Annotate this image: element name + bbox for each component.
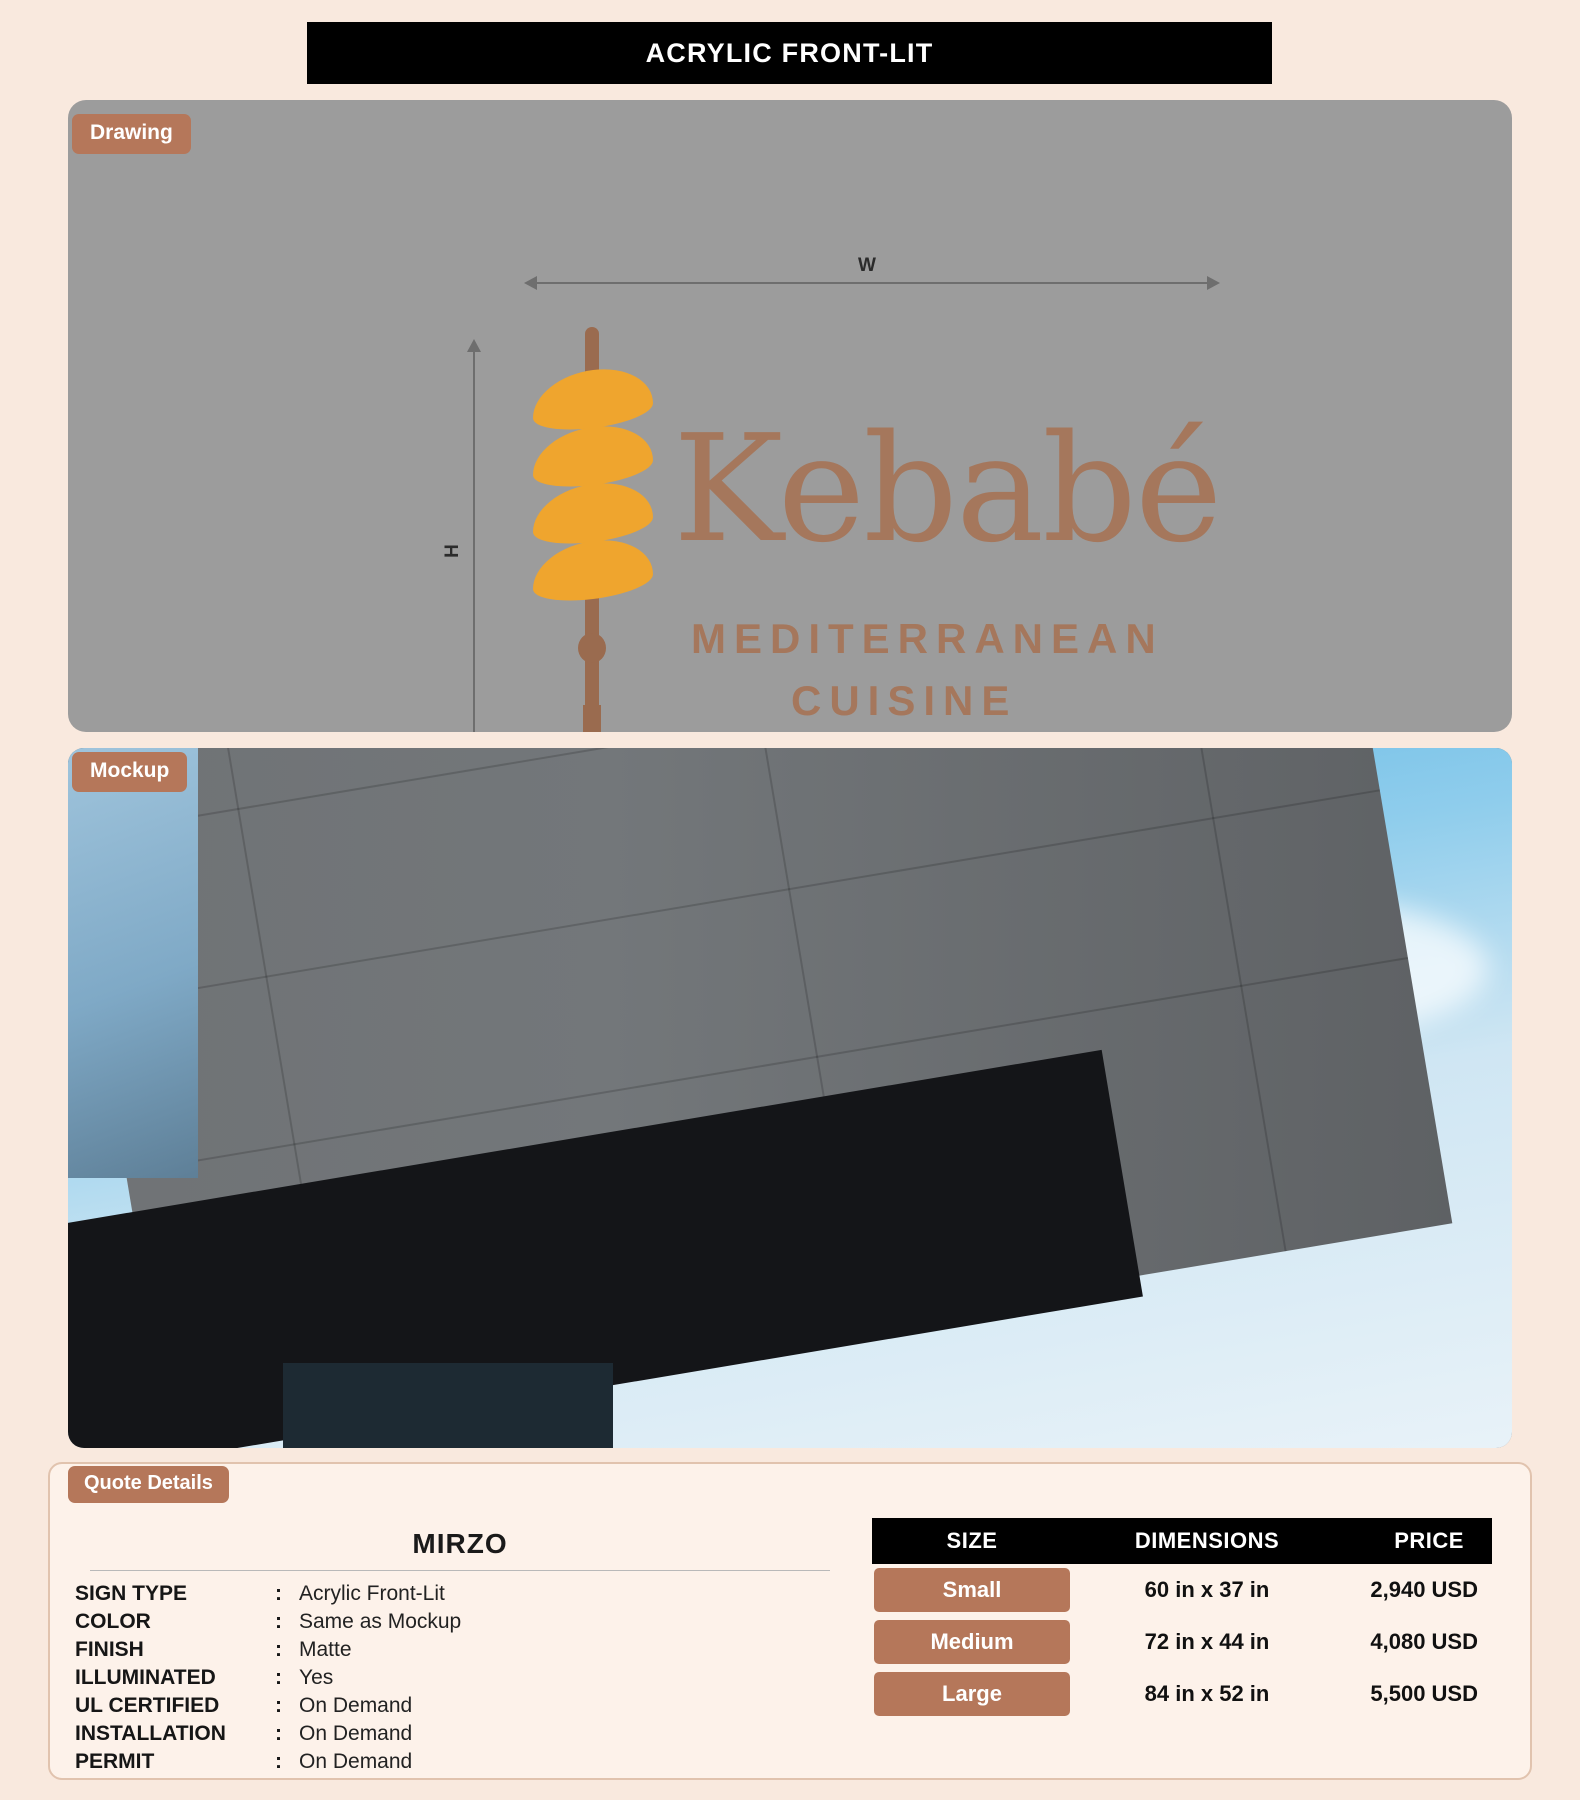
spec-row xyxy=(75,1638,835,1666)
width-arrow-right-icon xyxy=(1207,276,1220,290)
logo-artwork-drawing xyxy=(523,315,1243,732)
spec-value: On Demand xyxy=(299,1722,413,1745)
width-dimension-line xyxy=(528,282,1218,284)
spec-value: On Demand xyxy=(299,1750,413,1773)
spec-colon: : xyxy=(275,1582,282,1605)
spec-colon: : xyxy=(275,1666,282,1689)
skewer-bulb-icon xyxy=(578,633,606,663)
facade-seam xyxy=(98,789,1381,1006)
meat-wave-icon xyxy=(533,420,653,493)
divider xyxy=(90,1570,830,1571)
size-cell xyxy=(872,1568,1072,1612)
mockup-panel xyxy=(68,748,1512,1448)
size-cell xyxy=(872,1620,1072,1664)
height-arrow-top-icon xyxy=(467,339,481,352)
logo-wordmark: Kebabé xyxy=(673,403,1221,575)
storefront-window xyxy=(283,1363,613,1448)
spec-row xyxy=(75,1582,835,1610)
width-label: W xyxy=(858,255,876,276)
meat-wave-icon xyxy=(533,363,653,436)
page-title: ACRYLIC FRONT-LIT xyxy=(307,22,1272,84)
spec-colon: : xyxy=(275,1750,282,1773)
glass-curtain-wall xyxy=(68,748,198,1178)
spec-label: SIGN TYPE xyxy=(75,1582,188,1605)
spec-label: ILLUMINATED xyxy=(75,1666,216,1689)
spec-list xyxy=(75,1582,835,1778)
skewer-tip-icon xyxy=(583,705,601,732)
spec-row xyxy=(75,1610,835,1638)
spec-row xyxy=(75,1666,835,1694)
spec-label: FINISH xyxy=(75,1638,144,1661)
drawing-section-tag: Drawing xyxy=(72,114,191,154)
spec-colon: : xyxy=(275,1610,282,1633)
height-label: H xyxy=(441,544,463,558)
size-badge: Medium xyxy=(874,1620,1070,1664)
spec-value: Same as Mockup xyxy=(299,1610,462,1633)
dimensions-cell: 60 in x 37 in xyxy=(1144,1577,1270,1602)
table-row xyxy=(872,1616,1492,1668)
quote-section-tag: Quote Details xyxy=(68,1466,229,1503)
price-cell: 4,080 USD xyxy=(1370,1629,1478,1654)
spec-row xyxy=(75,1694,835,1722)
logo-tagline-line1: MEDITERRANEAN xyxy=(691,615,1164,662)
spec-value: Yes xyxy=(299,1666,334,1689)
spec-label: COLOR xyxy=(75,1610,151,1633)
size-cell xyxy=(872,1672,1072,1716)
mockup-section-tag: Mockup xyxy=(72,752,187,792)
spec-label: UL CERTIFIED xyxy=(75,1694,220,1717)
size-badge: Large xyxy=(874,1672,1070,1716)
height-dimension-line xyxy=(473,345,475,732)
column-header-dimensions: DIMENSIONS xyxy=(1134,1528,1280,1553)
meat-wave-icon xyxy=(533,534,653,607)
spec-colon: : xyxy=(275,1638,282,1661)
drawing-panel xyxy=(68,100,1512,732)
width-arrow-left-icon xyxy=(524,276,537,290)
price-cell: 2,940 USD xyxy=(1370,1577,1478,1602)
dimensions-cell: 84 in x 52 in xyxy=(1144,1681,1270,1706)
brand-name: MIRZO xyxy=(412,1528,508,1559)
building-facade xyxy=(68,748,1512,1448)
spec-row xyxy=(75,1722,835,1750)
dimensions-cell: 72 in x 44 in xyxy=(1144,1629,1270,1654)
table-row xyxy=(872,1668,1492,1720)
spec-colon: : xyxy=(275,1722,282,1745)
table-row xyxy=(872,1564,1492,1616)
meat-wave-icon xyxy=(533,477,653,550)
facade-seam xyxy=(69,748,1352,838)
spec-value: On Demand xyxy=(299,1694,413,1717)
price-cell: 5,500 USD xyxy=(1370,1681,1478,1706)
spec-colon: : xyxy=(275,1694,282,1717)
spec-label: PERMIT xyxy=(75,1750,155,1773)
pricing-table xyxy=(872,1518,1492,1720)
spec-label: INSTALLATION xyxy=(75,1722,226,1745)
spec-value: Acrylic Front-Lit xyxy=(299,1582,445,1605)
logo-tagline-line2: CUISINE xyxy=(791,677,1018,724)
spec-row xyxy=(75,1750,835,1778)
spec-value: Matte xyxy=(299,1638,352,1661)
column-header-size: SIZE xyxy=(946,1528,998,1553)
column-header-price: PRICE xyxy=(1394,1528,1464,1553)
size-badge: Small xyxy=(874,1568,1070,1612)
table-header-row xyxy=(872,1518,1492,1564)
